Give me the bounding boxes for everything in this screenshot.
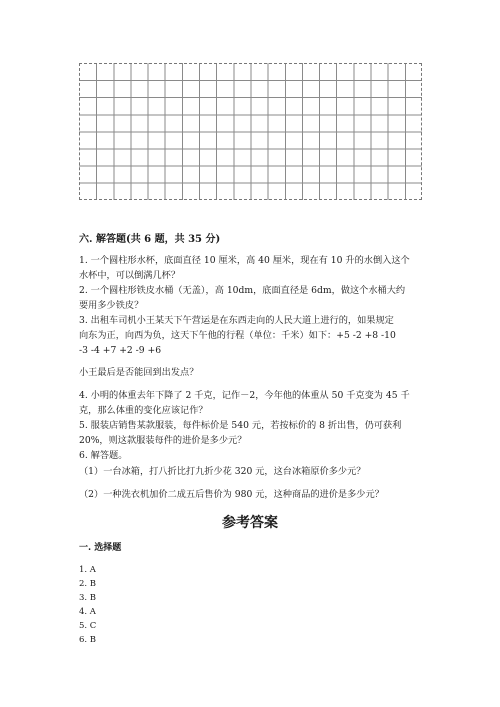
question-2-line-1: 2. 一个圆柱形铁皮水桶（无盖），高 10dm，底面直径是 6dm，做这个水桶大约 <box>79 285 406 296</box>
answer-item: 3. B <box>79 593 97 603</box>
question-1-line-2: 水杯中，可以倒满几杯？ <box>79 270 181 281</box>
question-3-line-4: 小王最后是否能回到出发点？ <box>79 367 199 378</box>
question-1-line-1: 1. 一个圆柱形水杯，底面直径 10 厘米，高 40 厘米，现在有 10 升的水倒入这个 <box>79 255 410 266</box>
writing-grid <box>79 63 422 200</box>
answer-item: 2. B <box>79 579 97 589</box>
question-3-line-3: -3 -4 +7 +2 -9 +6 <box>79 345 162 356</box>
question-6-part-2: （2）一种洗衣机加价二成五后售价为 980 元，这种商品的进价是多少元？ <box>79 489 384 500</box>
answer-item: 1. A <box>79 565 96 575</box>
answer-item: 6. B <box>79 635 97 645</box>
answers-title: 参考答案 <box>222 515 278 531</box>
question-5-line-1: 5. 服装店销售某款服装，每件标价是 540 元，若按标价的 8 折出售，仍可获利 <box>79 420 402 431</box>
question-4-line-2: 克，那么体重的变化应该记作？ <box>79 405 208 416</box>
question-5-line-2: 20%，则这款服装每件的进价是多少元？ <box>79 435 247 446</box>
answer-item: 5. C <box>79 621 97 631</box>
answers-section-title: 一. 选择题 <box>79 543 122 553</box>
question-6-title: 6. 解答题。 <box>79 450 128 461</box>
question-3-line-2: 向东为正，向西为负，这天下午他的行程（单位：千米）如下：+5 -2 +8 -10 <box>79 330 396 341</box>
section-title: 六. 解答题(共 6 题，共 35 分) <box>79 234 221 245</box>
question-4-line-1: 4. 小明的体重去年下降了 2 千克，记作－2，今年他的体重从 50 千克变为 45 千 <box>79 390 410 401</box>
question-3-line-1: 3. 出租车司机小王某天下午营运是在东西走向的人民大道上进行的，如果规定 <box>79 315 394 326</box>
question-6-part-1: （1）一台冰箱，打八折比打九折少花 320 元，这台冰箱原价多少元？ <box>79 466 366 477</box>
answer-item: 4. A <box>79 607 96 617</box>
question-2-line-2: 要用多少铁皮？ <box>79 300 144 311</box>
